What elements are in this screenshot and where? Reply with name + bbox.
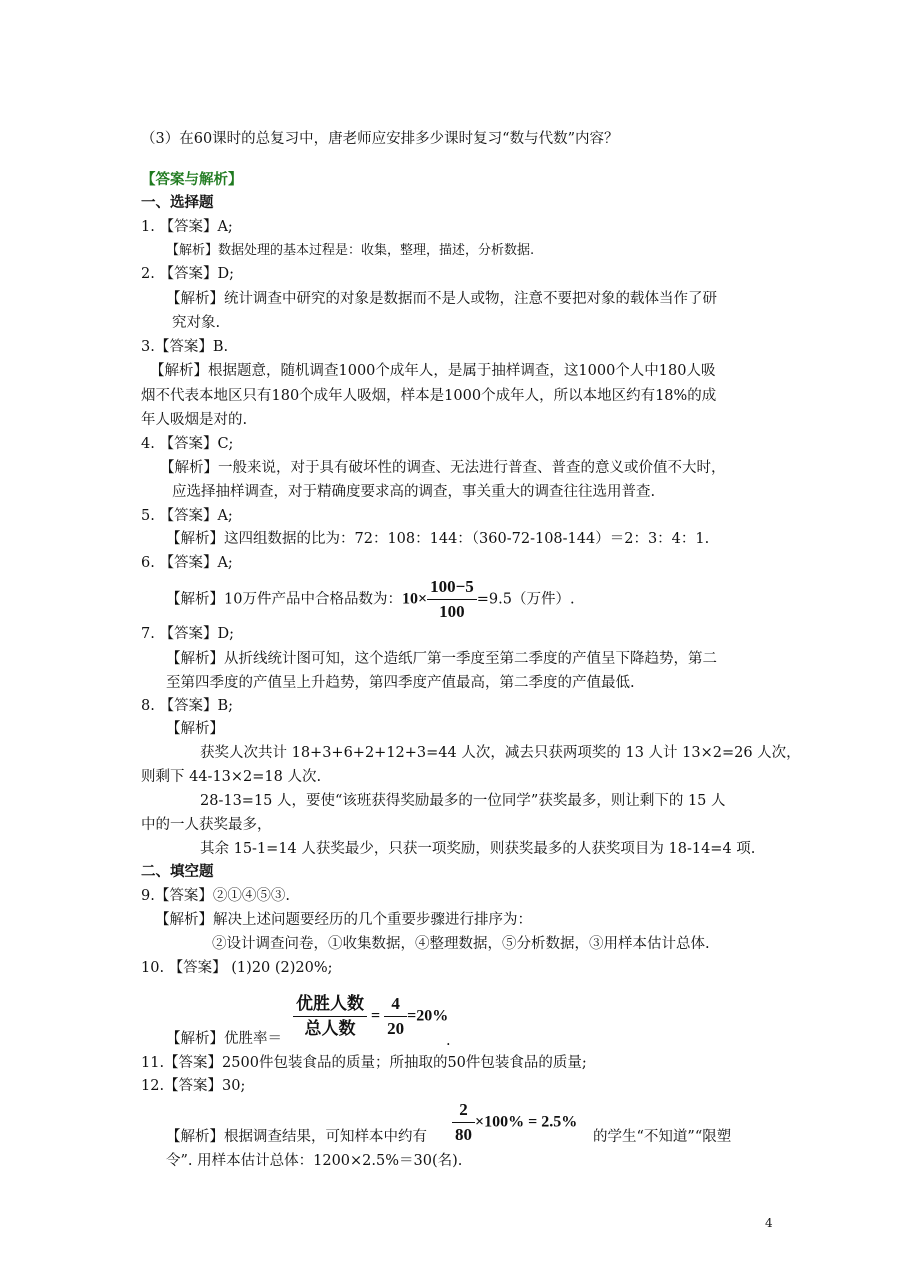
analysis-10-denominator: 20 — [387, 1019, 405, 1038]
analysis-3-line2: 烟不代表本地区只有180个成年人吸烟，样本是1000个成年人，所以本地区约有18%的成 — [141, 388, 717, 404]
analysis-9-line2: ②设计调查问卷，①收集数据，④整理数据，⑤分析数据，③用样本估计总体. — [212, 936, 710, 952]
answer-8: 8. 【答案】B; — [141, 698, 233, 714]
analysis-2-line1: 【解析】统计调查中研究的对象是数据而不是人或物，注意不要把对象的载体当作了研 — [166, 291, 717, 307]
answers-title: 【答案与解析】 — [141, 172, 243, 188]
answer-11: 11.【答案】2500件包装食品的质量；所抽取的50件包装食品的质量; — [141, 1055, 587, 1071]
answer-12: 12.【答案】30; — [141, 1078, 246, 1094]
analysis-2-line2: 究对象. — [172, 315, 221, 331]
analysis-6-numerator: 100−5 — [427, 575, 477, 600]
analysis-3-line3: 年人吸烟是对的. — [141, 412, 248, 428]
analysis-8-line2: 则剩下 44-13×2=18 人次. — [141, 769, 322, 785]
analysis-10-numerator: 4 — [384, 992, 407, 1017]
section-fill-title: 二、填空题 — [141, 864, 214, 880]
analysis-12-line2: 令”. 用样本估计总体：1200×2.5%＝30(名). — [166, 1153, 463, 1169]
analysis-6-denominator: 100 — [439, 602, 465, 621]
answer-2: 2. 【答案】D; — [141, 266, 234, 282]
analysis-10-result: =20% — [407, 1007, 449, 1025]
analysis-12-numerator: 2 — [452, 1098, 475, 1123]
analysis-7-line1: 【解析】从折线统计图可知，这个造纸厂第一季度至第二季度的产值呈下降趋势，第二 — [166, 651, 717, 667]
analysis-1: 【解析】数据处理的基本过程是：收集，整理，描述，分析数据. — [166, 243, 535, 258]
analysis-12-fraction — [452, 1098, 475, 1147]
analysis-8-label: 【解析】 — [166, 721, 224, 737]
answer-5: 5. 【答案】A; — [141, 508, 233, 524]
analysis-6 — [166, 575, 575, 624]
answer-3: 3.【答案】B. — [141, 339, 229, 355]
analysis-4-line2: 应选择抽样调查，对于精确度要求高的调查，事关重大的调查往往选用普查. — [172, 484, 656, 500]
analysis-12-line1-tail: 的学生“不知道”“限塑 — [593, 1129, 732, 1145]
analysis-6-result: =9.5（万件）. — [476, 591, 575, 608]
analysis-10-formula: $\frac{\text{优胜人数}}{\text{总人数}}$ = $\frac{4}{20}$ =20% — [293, 992, 448, 1041]
analysis-6-text: 【解析】10万件产品中合格品数为： — [166, 591, 402, 608]
question-3: （3）在60课时的总复习中，唐老师应安排多少课时复习“数与代数”内容？ — [141, 131, 619, 147]
answer-1: 1. 【答案】A; — [141, 219, 233, 235]
analysis-12-line1: 【解析】根据调查结果，可知样本中约有 — [166, 1129, 427, 1145]
analysis-7-line2: 至第四季度的产值呈上升趋势，第四季度产值最高，第二季度的产值最低. — [166, 675, 635, 691]
analysis-8-line4: 中的一人获奖最多， — [141, 817, 272, 833]
analysis-6-fraction — [427, 575, 477, 624]
analysis-4-line1: 【解析】一般来说，对于具有破坏性的调查、无法进行普查、普查的意义或价值不大时， — [160, 460, 726, 476]
analysis-10-numerator-words: 优胜人数 — [293, 992, 367, 1017]
analysis-3-line1: 【解析】根据题意，随机调查1000个成年人，是属于抽样调查，这1000个人中180人吸 — [150, 363, 716, 379]
section-choice-title: 一、选择题 — [141, 195, 214, 211]
analysis-9-line1: 【解析】解决上述问题要经历的几个重要步骤进行排序为： — [155, 912, 532, 928]
analysis-6-multiplier: 10× — [401, 590, 428, 608]
analysis-12-expression: ×100% = 2.5% — [475, 1113, 578, 1131]
analysis-10-fraction-words — [293, 992, 367, 1041]
answer-10: 10. 【答案】 (1)20 (2)20%; — [141, 960, 333, 976]
analysis-8-line3: 28-13=15 人，要使“该班获得奖励最多的一位同学”获奖最多，则让剩下的 15 人 — [200, 793, 726, 809]
analysis-5: 【解析】这四组数据的比为：72：108：144：（360-72-108-144）＝2：3：4：1. — [166, 531, 710, 547]
answer-9: 9.【答案】②①④⑤③. — [141, 888, 290, 904]
answer-7: 7. 【答案】D; — [141, 626, 234, 642]
answer-4: 4. 【答案】C; — [141, 436, 234, 452]
answer-6: 6. 【答案】A; — [141, 555, 233, 571]
analysis-8-line1: 获奖人次共计 18+3+6+2+12+3=44 人次，减去只获两项奖的 13 人计 13×2=26 人次， — [200, 745, 801, 761]
analysis-10-period: . — [446, 1033, 451, 1049]
page-number: 4 — [765, 1216, 773, 1230]
analysis-10-fraction-numbers — [384, 992, 407, 1041]
analysis-10-denominator-words: 总人数 — [304, 1019, 356, 1038]
analysis-10-label: 【解析】优胜率＝ — [166, 1031, 282, 1047]
analysis-12-denominator: 80 — [455, 1125, 472, 1144]
analysis-12-formula — [452, 1098, 577, 1147]
analysis-8-line5: 其余 15-1=14 人获奖最少，只获一项奖励，则获奖最多的人获奖项目为 18-14=4 项. — [200, 841, 756, 857]
